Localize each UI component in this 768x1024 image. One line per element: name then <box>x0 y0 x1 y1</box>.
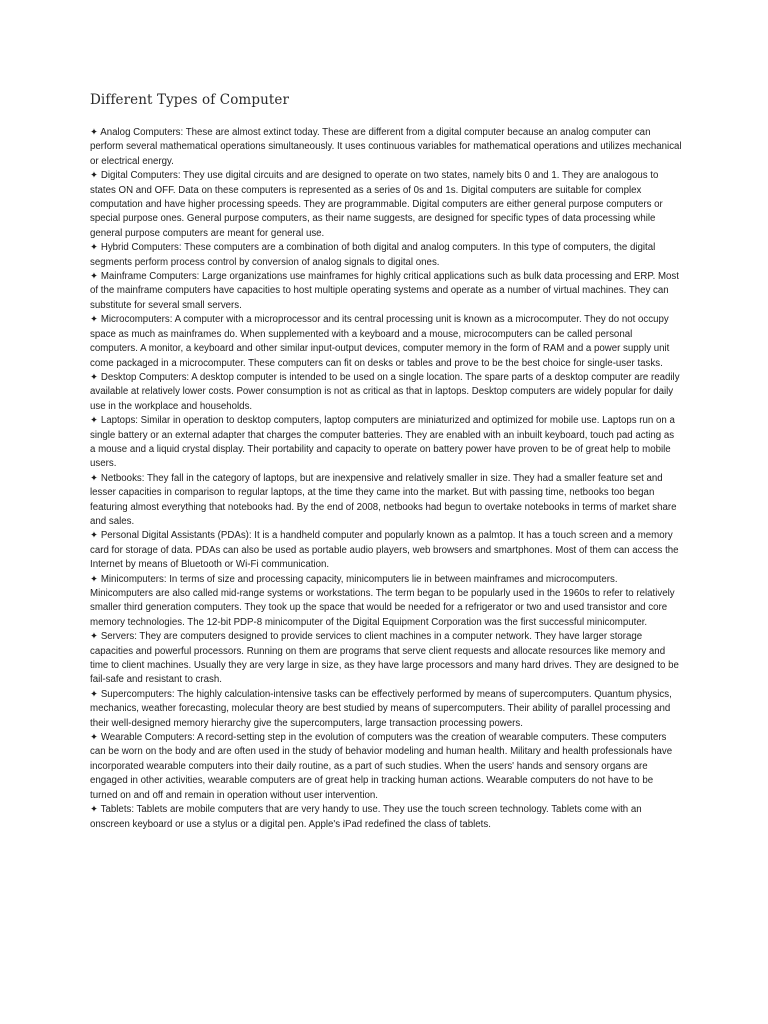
entry-text: Tablets: Tablets are mobile computers that are very handy to use. They use the touch screen technology. Tablets come with an onscreen keyboard or use a stylus or a digital pen. Apple's iPad redefined the class of tablets. <box>90 804 642 830</box>
list-item-minicomputers <box>90 573 682 631</box>
bullet-star-icon: ✦ <box>90 415 99 427</box>
list-item-hybrid <box>90 241 682 270</box>
list-item-supercomputers <box>90 688 682 731</box>
bullet-star-icon: ✦ <box>90 242 99 254</box>
bullet-star-icon: ✦ <box>90 804 99 816</box>
entry-text: Personal Digital Assistants (PDAs): It is a handheld computer and popularly known as a palmtop. It has a touch screen and a memory card for storage of data. PDAs can also be used as portable audio players, web browsers and smartphones. Most of them can access the Internet by means of Bluetooth or Wi-Fi communication. <box>90 530 679 571</box>
bullet-star-icon: ✦ <box>90 472 99 484</box>
bullet-star-icon: ✦ <box>90 631 99 643</box>
bullet-star-icon: ✦ <box>90 314 99 326</box>
entry-text: Minicomputers: In terms of size and processing capacity, minicomputers lie in between mainframes and microcomputers. Minicomputers are also called mid-range systems or workstations. The term began to be popularly used in the 1960s to refer to relatively smaller third generation computers. They took up the space that would be needed for a refrigerator or two and used transistor and core memory technologies. The 12-bit PDP-8 minicomputer of the Digital Equipment Corporation was the first successful minicomputer. <box>90 573 675 628</box>
entry-text: Netbooks: They fall in the category of laptops, but are inexpensive and relatively smaller in size. They had a smaller feature set and lesser capacities in comparison to regular laptops, at the time they came into the market. But with passing time, netbooks too began featuring almost everything that notebooks had. By the end of 2008, netbooks had begun to overtake notebooks in terms of market share and sales. <box>90 472 677 527</box>
list-item-desktop <box>90 371 682 414</box>
bullet-star-icon: ✦ <box>90 688 99 700</box>
list-item-wearable <box>90 731 682 803</box>
entry-text: Desktop Computers: A desktop computer is intended to be used on a single location. The spare parts of a desktop computer are readily available at relatively lower costs. Power consumption is not as critical as that in laptops. Desktop computers are widely popular for daily use in the workplace and households. <box>90 371 680 412</box>
entry-text: Microcomputers: A computer with a microprocessor and its central processing unit is known as a microcomputer. They do not occupy space as much as mainframes do. When supplemented with a keyboard and a mouse, microcomputers can be called personal computers. A monitor, a keyboard and other similar input-output devices, computer memory in the form of RAM and a power supply unit come packaged in a microcomputer. These computers can fit on desks or tables and prove to be the best choice for single-user tasks. <box>90 314 670 369</box>
entry-text: Mainframe Computers: Large organizations use mainframes for highly critical applications such as bulk data processing and ERP. Most of the mainframe computers have capacities to host multiple operating systems and operate as a number of virtual machines. They can substitute for several small servers. <box>90 271 679 311</box>
bullet-star-icon: ✦ <box>90 530 99 542</box>
list-item-pdas <box>90 529 682 572</box>
entry-text: Wearable Computers: A record-setting step in the evolution of computers was the creation of wearable computers. These computers can be worn on the body and are often used in the study of behavior modeling and human health. Military and health professionals have incorporated wearable computers into their daily routine, as a part of such studies. When the users' hands and sensory organs are engaged in other activities, wearable computers are of great help in tracking human actions. Wearable computers do not have to be turned on and off and remain in operation without user intervention. <box>90 732 673 801</box>
list-item-tablets <box>90 803 682 832</box>
list-item-microcomputers <box>90 313 682 371</box>
bullet-star-icon: ✦ <box>90 271 99 283</box>
bullet-star-icon: ✦ <box>90 371 99 383</box>
entry-text: Analog Computers: These are almost extinct today. These are different from a digital computer because an analog computer can perform several mathematical operations simultaneously. It uses continuous variables for mathematical operations and utilizes mechanical or electrical energy. <box>90 127 682 167</box>
list-item-digital <box>90 169 682 241</box>
entry-text: Servers: They are computers designed to provide services to client machines in a computer network. They have larger storage capacities and powerful processors. Running on them are programs that serve client requests and allocate resources like memory and time to client machines. Usually they are very large in size, as they have large processors and many hard drives. They are designed to be fail-safe and resistant to crash. <box>90 631 679 686</box>
entry-text: Laptops: Similar in operation to desktop computers, laptop computers are miniaturized and optimized for mobile use. Laptops run on a single battery or an external adapter that charges the computer batteries. They are enabled with an inbuilt keyboard, touch pad acting as a mouse and a liquid crystal display. Their portability and capacity to operate on battery power have proven to be of great help to mobile users. <box>90 415 675 470</box>
entry-text: Hybrid Computers: These computers are a combination of both digital and analog computers. In this type of computers, the digital segments perform process control by conversion of analog signals to digital ones. <box>90 242 656 268</box>
list-item-netbooks <box>90 472 682 530</box>
entry-text: Digital Computers: They use digital circuits and are designed to operate on two states, namely bits 0 and 1. They are analogous to states ON and OFF. Data on these computers is represented as a series of 0s and 1s. Digital computers are suitable for complex computation and have higher processing speeds. They are programmable. Digital computers are either general purpose computers or special purpose ones. General purpose computers, as their name suggests, are designed for specific types of data processing while general purpose computers are meant for general use. <box>90 170 663 239</box>
document-title: Different Types of Computer <box>90 92 290 108</box>
list-item-laptops <box>90 414 682 472</box>
document-body <box>90 126 682 832</box>
list-item-servers <box>90 630 682 688</box>
bullet-star-icon: ✦ <box>90 127 99 138</box>
list-item-mainframe <box>90 270 682 313</box>
bullet-star-icon: ✦ <box>90 573 99 585</box>
entry-text: Supercomputers: The highly calculation-intensive tasks can be effectively performed by means of supercomputers. Quantum physics, mechanics, weather forecasting, molecular theory are best studied by means of supercomputers. Their ability of parallel processing and their well-designed memory hierarchy give the supercomputers, large transaction processing powers. <box>90 688 672 729</box>
list-item-analog <box>90 126 682 169</box>
bullet-star-icon: ✦ <box>90 170 99 182</box>
bullet-star-icon: ✦ <box>90 732 99 744</box>
